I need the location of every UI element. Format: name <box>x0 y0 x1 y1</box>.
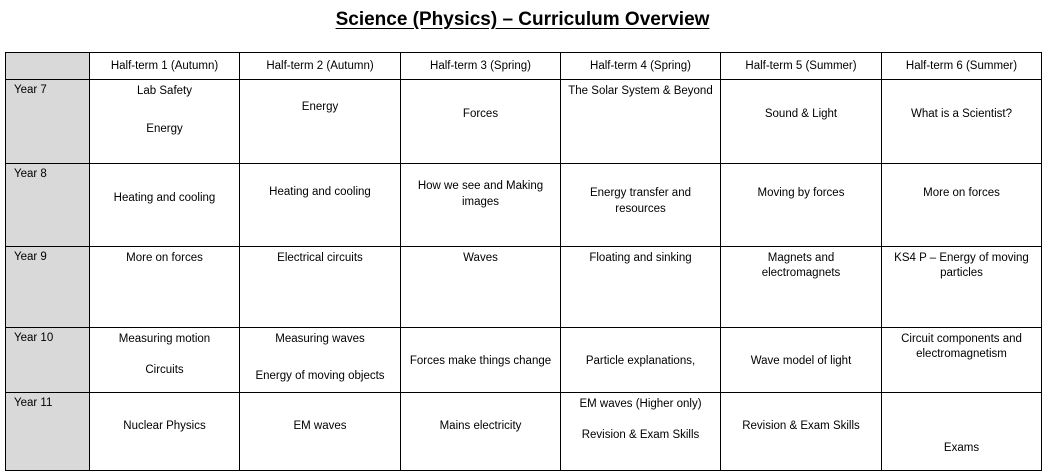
topic-text: Nuclear Physics <box>123 420 206 432</box>
topic-text: Exams <box>943 442 980 454</box>
topic-text: Circuit components and <box>901 333 1022 345</box>
topic-text: Magnets and <box>767 252 835 264</box>
year-label-cell <box>6 328 90 393</box>
topic-text: Heating and cooling <box>269 186 371 198</box>
topic-text: Energy <box>146 123 183 135</box>
topic-cell <box>561 80 721 164</box>
topic-cell <box>240 328 401 393</box>
column-header-half-term-2: Half-term 2 (Autumn) <box>240 53 401 80</box>
column-header-half-term-5: Half-term 5 (Summer) <box>721 53 882 80</box>
topic-text: Measuring motion <box>118 333 211 345</box>
topic-cell <box>561 328 721 393</box>
year-label-cell <box>6 247 90 328</box>
year-label-cell <box>6 393 90 471</box>
topic-text: Heating and cooling <box>113 192 216 204</box>
table-row <box>6 393 1042 471</box>
topic-cell <box>561 247 721 328</box>
topic-text: EM waves (Higher only) <box>579 398 702 410</box>
topic-cell <box>240 393 401 471</box>
topic-cell <box>561 393 721 471</box>
topic-cell <box>561 164 721 247</box>
topic-text: Waves <box>463 252 498 264</box>
table-row <box>6 328 1042 393</box>
topic-cell <box>90 80 240 164</box>
topic-cell <box>721 164 882 247</box>
column-header-half-term-1: Half-term 1 (Autumn) <box>90 53 240 80</box>
topic-text: electromagnets <box>761 267 841 279</box>
topic-cell <box>90 164 240 247</box>
topic-text: What is a Scientist? <box>911 108 1012 120</box>
topic-text: More on forces <box>923 187 1000 199</box>
topic-text: Revision & Exam Skills <box>581 429 700 441</box>
topic-cell <box>401 247 561 328</box>
year-label: Year 9 <box>14 251 47 263</box>
topic-cell <box>882 393 1042 471</box>
topic-text: Measuring waves <box>275 333 365 345</box>
topic-text: How we see and Making <box>417 180 544 192</box>
column-header-half-term-3: Half-term 3 (Spring) <box>401 53 561 80</box>
topic-cell <box>240 164 401 247</box>
topic-cell <box>401 80 561 164</box>
topic-text: resources <box>615 203 666 215</box>
topic-text: Particle explanations, <box>585 355 696 367</box>
topic-text: The Solar System & Beyond <box>568 85 713 97</box>
topic-cell <box>721 80 882 164</box>
year-label-cell <box>6 164 90 247</box>
topic-text: particles <box>940 267 983 279</box>
topic-cell <box>882 247 1042 328</box>
topic-text: Lab Safety <box>137 85 192 97</box>
topic-text: Forces <box>462 108 499 120</box>
year-label: Year 7 <box>14 84 47 96</box>
table-row <box>6 164 1042 247</box>
topic-cell <box>240 247 401 328</box>
table-row <box>6 80 1042 164</box>
year-label: Year 8 <box>14 168 47 180</box>
topic-text: EM waves <box>293 420 347 432</box>
topic-text: images <box>461 196 500 208</box>
topic-text: Circuits <box>145 364 184 376</box>
topic-text: Mains electricity <box>439 420 522 432</box>
topic-text: Energy transfer and <box>589 187 691 199</box>
page-title: Science (Physics) – Curriculum Overview <box>335 9 710 30</box>
topic-cell <box>401 393 561 471</box>
topic-cell <box>90 393 240 471</box>
topic-text: electromagnetism <box>916 348 1007 360</box>
topic-text: Sound & Light <box>764 108 838 120</box>
topic-cell <box>240 80 401 164</box>
topic-text: KS4 P – Energy of moving <box>894 252 1029 264</box>
column-header-half-term-6: Half-term 6 (Summer) <box>882 53 1042 80</box>
topic-text: More on forces <box>126 252 203 264</box>
header-row <box>6 53 1042 80</box>
year-label: Year 11 <box>14 397 53 409</box>
topic-cell <box>721 247 882 328</box>
topic-cell <box>90 328 240 393</box>
topic-text: Moving by forces <box>757 187 845 199</box>
topic-cell <box>401 328 561 393</box>
topic-text: Wave model of light <box>750 355 852 367</box>
topic-cell <box>90 247 240 328</box>
year-label: Year 10 <box>14 332 54 344</box>
topic-text: Energy <box>301 101 339 113</box>
topic-cell <box>721 393 882 471</box>
topic-text: Electrical circuits <box>277 252 363 264</box>
header-corner-cell <box>6 53 90 80</box>
topic-cell <box>721 328 882 393</box>
table-row <box>6 247 1042 328</box>
topic-cell <box>882 164 1042 247</box>
year-label-cell <box>6 80 90 164</box>
topic-cell <box>882 328 1042 393</box>
topic-text: Energy of moving objects <box>255 370 385 382</box>
topic-cell <box>882 80 1042 164</box>
column-header-half-term-4: Half-term 4 (Spring) <box>561 53 721 80</box>
curriculum-table <box>5 52 1042 471</box>
topic-text: Forces make things change <box>409 355 552 367</box>
topic-text: Revision & Exam Skills <box>742 420 860 432</box>
topic-text: Floating and sinking <box>589 252 692 264</box>
topic-cell <box>401 164 561 247</box>
